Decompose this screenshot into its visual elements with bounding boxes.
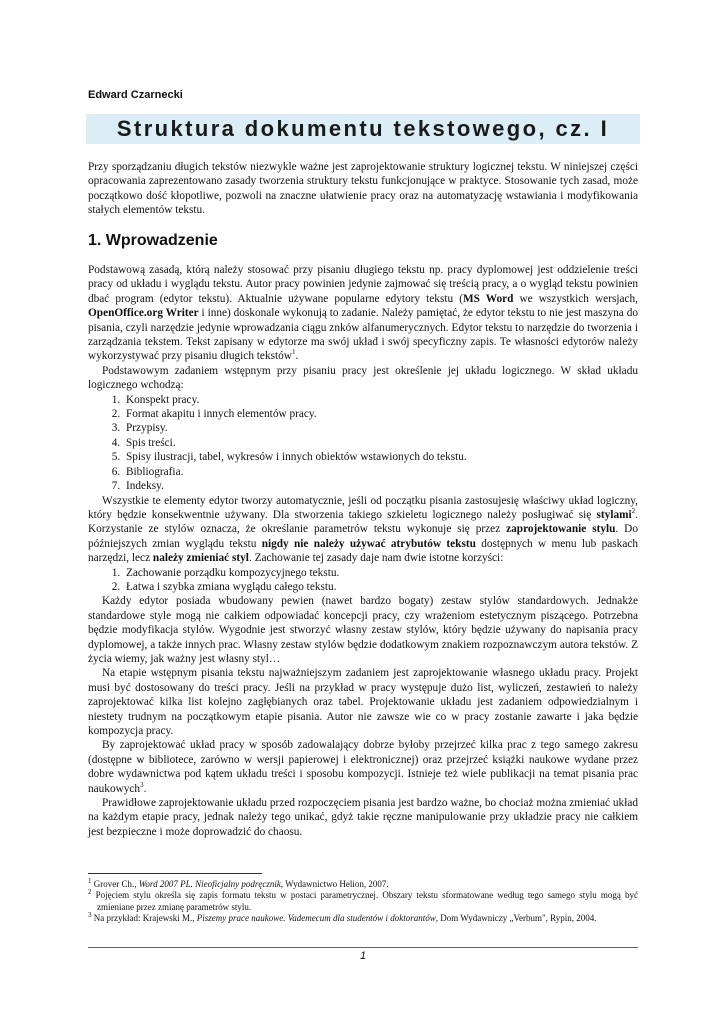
paragraph-1: Podstawową zasadą, którą należy stosować przy pisaniu długiego tekstu np. pracy dyplomowej jest oddzielenie treści pracy od układu i wyglądu tekstu. Autor pracy powinien jedynie zajmować się treścią pracy, a o wygląd tekstu powinien dbać program (edytor tekstu). Aktualnie używane popularne edytory tekstu (MS Word we wszystkich wersjach, OpenOffice.org Writer i inne) doskonale wykonują to zadanie. Należy pamiętać, że edytor tekstu to nie jest maszyna do pisania, czyli narzędzie jedynie wprowadzania ciągu znków alfanumerycznych. Edytor tekstu to narzędzie do tworzenia i zarządzania tekstem. Tekst zapisany w edytorze ma swój układ i swój specyficzny zapis. Te własności edytorów należy wykorzystywać przy pisaniu długich tekstów$^1$. xyxy=(88,264,638,363)
footer-rule xyxy=(88,947,638,948)
footnote-ref-1: 1 xyxy=(291,348,296,357)
title-band xyxy=(86,114,640,144)
footnote-ref-2: 2 xyxy=(631,507,636,516)
paragraph-4: Każdy edytor posiada wbudowany pewien (nawet bardzo bogaty) zestaw stylów standardowych. Jednakże standardowe style mogą nie całkiem odpowiadać koncepcji pracy, czy wrażeniom estetycznym piszącego. Potrzebna będzie modyfikacja stylów. Wygodnie jest stworzyć własny zestaw stylów, który będzie używany do napisania pracy dyplomowej, a także innych prac. Własny zestaw stylów będzie dodatkowym znakiem rozpoznawczym autora tekstów. Z życia wiemy, jak ważny jest własny styl… xyxy=(88,595,638,665)
page-number: 1 xyxy=(359,950,367,962)
list-item: 5. Spisy ilustracji, tabel, wykresów i innych obiektów wstawionych do tekstu. xyxy=(123,450,638,464)
footnote-ref-3: 3 xyxy=(140,780,144,789)
list-item: 4. Spis treści. xyxy=(123,436,638,450)
footnote-separator xyxy=(88,873,262,874)
section-body xyxy=(88,263,638,839)
paragraph-3: Wszystkie te elementy edytor tworzy automatycznie, jeśli od początku pisania zastosujesię właściwy układ logiczny, który będzie konsekwentnie używany. Dla stworzenia takiego szkieletu logicznego należy posługiwać się stylami$^2$. Korzystanie ze stylów oznacza, że określanie parametrów tekstu wykonuje się przez zaprojektowanie stylu. Do późniejszych zmian wyglądu tekstu nigdy nie należy używać atrybutów tekstu dostępnych w menu lub paskach narzędzi, lecz należy zmieniać styl. Zachowanie tej zasady daje nam dwie istotne korzyści: xyxy=(88,494,638,565)
footnote-1: $^1$ Grover Ch., Word 2007 PL. Nieoficjalny podręcznik, Wydawnictwo Helion, 2007. xyxy=(88,877,389,889)
footnotes xyxy=(88,879,638,925)
section-heading: 1. Wprowadzenie xyxy=(88,232,218,249)
list-item: 7. Indeksy. xyxy=(123,479,638,493)
list-item: 1. Zachowanie porządku kompozycyjnego tekstu. xyxy=(123,566,638,580)
paragraph-6: By zaprojektować układ pracy w sposób zadowalający dobrze byłoby przejrzeć kilka prac z tego samego zakresu (dostępne w bibliotece, zarówno w wersji papierowej i elektronicznej) oraz przejrzeć książki naukowe wydane przez dobre wydawnictwa pod kątem układu treści i sposobu kompozycji. Istnieje też wiele publikacji na temat pisania prac naukowych$^3$. xyxy=(88,739,638,795)
list-item: 6. Bibliografia. xyxy=(123,465,638,479)
intro-paragraph xyxy=(88,160,638,218)
paragraph-7: Prawidłowe zaprojektowanie układu przed rozpoczęciem pisania jest bardzo ważne, bo chociaż można zmieniać układ na każdym etapie pracy, jednak należy tego unikać, gdyż takie ręczne manipulowanie przy układzie pracy nie całkiem jest bezpieczne i może doprowadzić do chaosu. xyxy=(88,797,638,838)
author-name: Edward Czarnecki xyxy=(88,89,183,101)
list-item: 1. Konspekt pracy. xyxy=(123,393,638,407)
list-item: 3. Przypisy. xyxy=(123,421,638,435)
logical-structure-list xyxy=(88,393,638,494)
footnote-2: $^2$ Pojęciem stylu określa się zapis formatu tekstu w postaci parametrycznej. Obszary tekstu sformatowane według tego samego stylu mogą być zmieniane przez zmianę parametrów stylu. xyxy=(88,888,638,912)
paragraph-5: Na etapie wstępnym pisania tekstu najważniejszym zadaniem jest zaprojektowanie własnego układu pracy. Projekt musi być dostosowany do treści pracy. Jeśli na przykład w pracy występuje dużo list, wyliczeń, zestawień to należy zaprojektować kilka list kolejno zagłębianych oraz tabel. Projektowanie układu jest zadaniem odpowiedzialnym i niestety trudnym na początkowym etapie pisania. Autor nie zawsze wie co w pracy zostanie zawarte i jaka będzie kompozycja pracy. xyxy=(88,667,638,737)
list-item: 2. Format akapitu i innych elementów pracy. xyxy=(123,407,638,421)
document-title: Struktura dokumentu tekstowego, cz. I xyxy=(116,116,610,141)
paragraph-2: Podstawowym zadaniem wstępnym przy pisaniu pracy jest określenie jej układu logicznego. W skład układu logicznego wchodzą: xyxy=(88,364,638,392)
benefits-list xyxy=(88,566,638,595)
footnote-3: $^3$ Na przykład: Krajewski M., Piszemy prace naukowe. Vademecum dla studentów i doktorantów, Dom Wydawniczy „Verbum", Rypin, 2004. xyxy=(88,911,597,924)
list-item: 2. Łatwa i szybka zmiana wyglądu całego tekstu. xyxy=(123,580,638,594)
intro-text: Przy sporządzaniu długich tekstów niezwykle ważne jest zaprojektowanie struktury logicznej tekstu. W niniejszej części opracowania zaprezentowano zasady tworzenia struktury tekstu funkcjonujące w praktyce. Stosowanie tych zasad, może początkowo dość kłopotliwe, pozwoli na znaczne ułatwienie pracy oraz na automatyzację wstawiania i modyfikowania stałych elementów tekstu. xyxy=(88,161,638,217)
